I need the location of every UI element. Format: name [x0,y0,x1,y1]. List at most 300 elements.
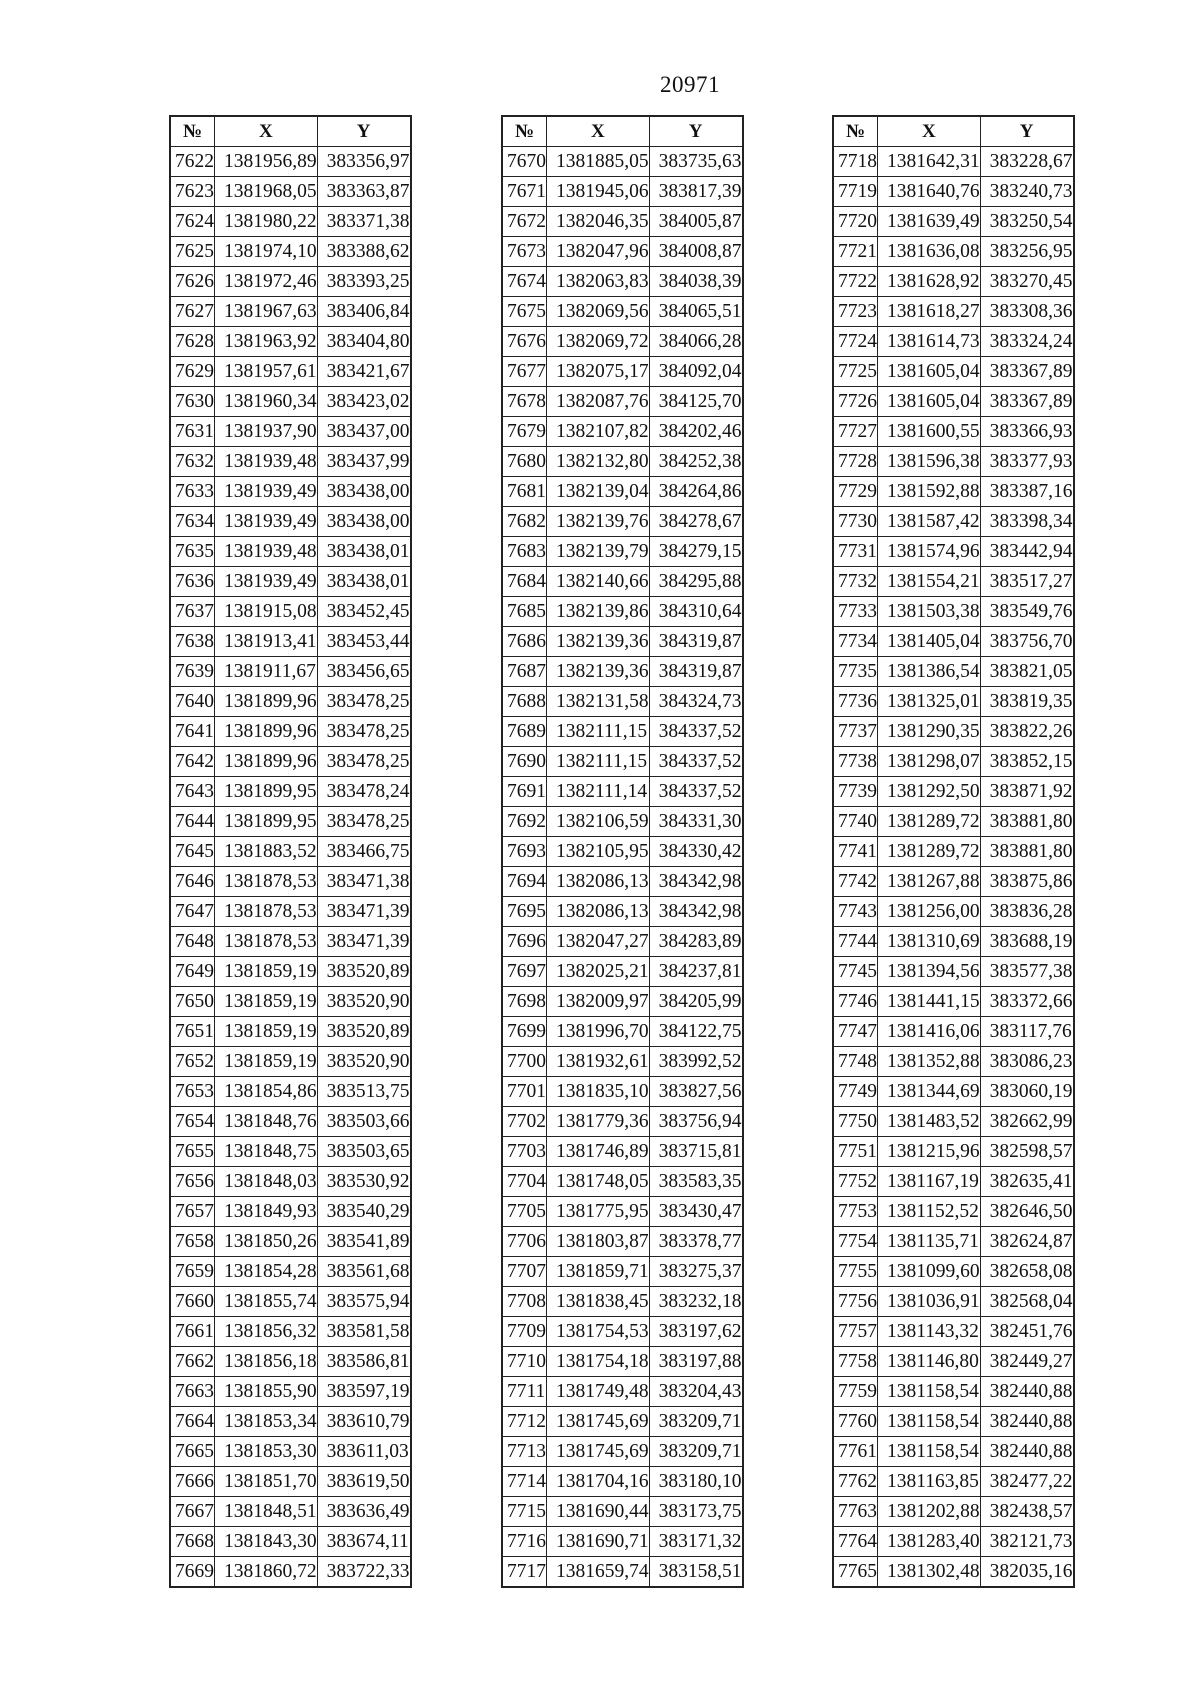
x-coordinate-cell: 1381600,55 [878,417,981,447]
x-coordinate-cell: 1381849,93 [215,1197,318,1227]
x-coordinate-cell: 1381899,96 [215,747,318,777]
y-coordinate-cell: 384092,04 [649,357,742,387]
y-coordinate-cell: 383478,25 [317,717,410,747]
table-row [503,1047,743,1077]
point-number-cell: 7658 [171,1227,215,1257]
x-coordinate-cell: 1382107,82 [547,417,650,447]
table-row [834,1437,1074,1467]
point-number-cell: 7676 [503,327,547,357]
x-coordinate-cell: 1381775,95 [547,1197,650,1227]
y-coordinate-cell: 383371,38 [317,207,410,237]
x-coordinate-cell: 1382075,17 [547,357,650,387]
x-coordinate-cell: 1381639,49 [878,207,981,237]
point-number-cell: 7690 [503,747,547,777]
table-row [503,1227,743,1257]
point-number-cell: 7650 [171,987,215,1017]
table-row [834,357,1074,387]
y-coordinate-cell: 383503,65 [317,1137,410,1167]
table-row [834,387,1074,417]
point-number-cell: 7741 [834,837,878,867]
x-coordinate-cell: 1381202,88 [878,1497,981,1527]
table-row [171,1407,411,1437]
point-number-cell: 7651 [171,1017,215,1047]
x-coordinate-cell: 1381848,51 [215,1497,318,1527]
y-coordinate-cell: 383356,97 [317,147,410,177]
table-row [834,567,1074,597]
y-coordinate-cell: 383158,51 [649,1557,742,1587]
y-coordinate-cell: 383581,58 [317,1317,410,1347]
x-coordinate-cell: 1381618,27 [878,297,981,327]
point-number-cell: 7762 [834,1467,878,1497]
y-coordinate-cell: 382121,73 [980,1527,1073,1557]
point-number-cell: 7722 [834,267,878,297]
x-coordinate-cell: 1381642,31 [878,147,981,177]
x-coordinate-cell: 1381855,74 [215,1287,318,1317]
table-row [503,597,743,627]
point-number-cell: 7712 [503,1407,547,1437]
point-number-cell: 7708 [503,1287,547,1317]
x-coordinate-cell: 1381911,67 [215,657,318,687]
point-number-cell: 7736 [834,687,878,717]
point-number-cell: 7679 [503,417,547,447]
table-row [503,717,743,747]
x-coordinate-cell: 1381855,90 [215,1377,318,1407]
x-coordinate-cell: 1381158,54 [878,1407,981,1437]
point-number-cell: 7643 [171,777,215,807]
table-row [171,657,411,687]
table-row [171,1047,411,1077]
x-coordinate-cell: 1381899,95 [215,807,318,837]
point-number-cell: 7692 [503,807,547,837]
x-coordinate-cell: 1381628,92 [878,267,981,297]
x-coordinate-cell: 1381394,56 [878,957,981,987]
table-row [171,537,411,567]
table-row [503,177,743,207]
x-coordinate-cell: 1381746,89 [547,1137,650,1167]
x-coordinate-cell: 1381913,41 [215,627,318,657]
table-header-row [503,117,743,147]
y-coordinate-cell: 383586,81 [317,1347,410,1377]
x-coordinate-cell: 1381932,61 [547,1047,650,1077]
y-coordinate-cell: 383180,10 [649,1467,742,1497]
point-number-cell: 7744 [834,927,878,957]
x-coordinate-cell: 1381163,85 [878,1467,981,1497]
point-number-cell: 7678 [503,387,547,417]
y-coordinate-cell: 383204,43 [649,1377,742,1407]
y-coordinate-cell: 384331,30 [649,807,742,837]
y-coordinate-cell: 384008,87 [649,237,742,267]
point-number-cell: 7652 [171,1047,215,1077]
table-row [503,537,743,567]
point-number-cell: 7623 [171,177,215,207]
table-row [171,777,411,807]
table-row [171,1137,411,1167]
point-number-cell: 7665 [171,1437,215,1467]
x-coordinate-cell: 1381636,08 [878,237,981,267]
y-coordinate-cell: 383430,47 [649,1197,742,1227]
table-row [503,267,743,297]
table-row [834,1167,1074,1197]
point-number-cell: 7756 [834,1287,878,1317]
x-coordinate-cell: 1381640,76 [878,177,981,207]
x-coordinate-cell: 1381596,38 [878,447,981,477]
table-row [503,927,743,957]
x-coordinate-cell: 1381956,89 [215,147,318,177]
y-coordinate-cell: 384038,39 [649,267,742,297]
y-coordinate-cell: 384319,87 [649,657,742,687]
y-coordinate-cell: 384342,98 [649,867,742,897]
point-number-cell: 7646 [171,867,215,897]
x-coordinate-cell: 1382047,96 [547,237,650,267]
x-coordinate-cell: 1382139,86 [547,597,650,627]
x-coordinate-cell: 1381416,06 [878,1017,981,1047]
y-coordinate-cell: 383421,67 [317,357,410,387]
x-coordinate-cell: 1381853,30 [215,1437,318,1467]
y-coordinate-cell: 384324,73 [649,687,742,717]
point-number-cell: 7755 [834,1257,878,1287]
table-row [171,987,411,1017]
point-number-cell: 7667 [171,1497,215,1527]
point-number-cell: 7751 [834,1137,878,1167]
table-row [834,507,1074,537]
point-number-cell: 7706 [503,1227,547,1257]
x-coordinate-cell: 1381878,53 [215,897,318,927]
x-coordinate-cell: 1381853,34 [215,1407,318,1437]
point-number-cell: 7681 [503,477,547,507]
table-row [834,987,1074,1017]
point-number-cell: 7704 [503,1167,547,1197]
header-y: Y [649,117,742,147]
point-number-cell: 7711 [503,1377,547,1407]
table-row [503,1437,743,1467]
y-coordinate-cell: 383520,89 [317,1017,410,1047]
table-row [171,147,411,177]
point-number-cell: 7662 [171,1347,215,1377]
x-coordinate-cell: 1381878,53 [215,867,318,897]
table-row [503,1407,743,1437]
x-coordinate-cell: 1381614,73 [878,327,981,357]
y-coordinate-cell: 382440,88 [980,1437,1073,1467]
point-number-cell: 7648 [171,927,215,957]
x-coordinate-cell: 1381779,36 [547,1107,650,1137]
x-coordinate-cell: 1381937,90 [215,417,318,447]
point-number-cell: 7747 [834,1017,878,1047]
point-number-cell: 7638 [171,627,215,657]
table-row [503,387,743,417]
x-coordinate-cell: 1381854,86 [215,1077,318,1107]
point-number-cell: 7727 [834,417,878,447]
x-coordinate-cell: 1381386,54 [878,657,981,687]
y-coordinate-cell: 383256,95 [980,237,1073,267]
point-number-cell: 7674 [503,267,547,297]
point-number-cell: 7718 [834,147,878,177]
table-row [834,1497,1074,1527]
point-number-cell: 7655 [171,1137,215,1167]
table-row [171,567,411,597]
x-coordinate-cell: 1381885,05 [547,147,650,177]
x-coordinate-cell: 1381945,06 [547,177,650,207]
table-row [171,927,411,957]
table-row [834,1257,1074,1287]
table-row [171,1197,411,1227]
table-row [834,687,1074,717]
table-row [503,1197,743,1227]
point-number-cell: 7705 [503,1197,547,1227]
x-coordinate-cell: 1381292,50 [878,777,981,807]
y-coordinate-cell: 383398,34 [980,507,1073,537]
point-number-cell: 7721 [834,237,878,267]
table-row [503,1107,743,1137]
x-coordinate-cell: 1381099,60 [878,1257,981,1287]
y-coordinate-cell: 383871,92 [980,777,1073,807]
table-row [503,807,743,837]
y-coordinate-cell: 383471,38 [317,867,410,897]
point-number-cell: 7691 [503,777,547,807]
point-number-cell: 7709 [503,1317,547,1347]
y-coordinate-cell: 383378,77 [649,1227,742,1257]
y-coordinate-cell: 382624,87 [980,1227,1073,1257]
x-coordinate-cell: 1381344,69 [878,1077,981,1107]
y-coordinate-cell: 384005,87 [649,207,742,237]
x-coordinate-cell: 1381143,32 [878,1317,981,1347]
x-coordinate-cell: 1381574,96 [878,537,981,567]
y-coordinate-cell: 383715,81 [649,1137,742,1167]
table-row [834,477,1074,507]
y-coordinate-cell: 383471,39 [317,927,410,957]
x-coordinate-cell: 1381980,22 [215,207,318,237]
y-coordinate-cell: 382662,99 [980,1107,1073,1137]
y-coordinate-cell: 383173,75 [649,1497,742,1527]
table-row [171,1557,411,1587]
y-coordinate-cell: 384252,38 [649,447,742,477]
point-number-cell: 7698 [503,987,547,1017]
table-row [834,657,1074,687]
x-coordinate-cell: 1382047,27 [547,927,650,957]
point-number-cell: 7675 [503,297,547,327]
x-coordinate-cell: 1381283,40 [878,1527,981,1557]
y-coordinate-cell: 383060,19 [980,1077,1073,1107]
table-row [503,417,743,447]
y-coordinate-cell: 383171,32 [649,1527,742,1557]
table-header-row [834,117,1074,147]
table-row [503,1287,743,1317]
x-coordinate-cell: 1382111,14 [547,777,650,807]
table-header-row [171,117,411,147]
y-coordinate-cell: 384264,86 [649,477,742,507]
y-coordinate-cell: 383442,94 [980,537,1073,567]
point-number-cell: 7763 [834,1497,878,1527]
table-row [171,417,411,447]
x-coordinate-cell: 1382139,36 [547,657,650,687]
point-number-cell: 7745 [834,957,878,987]
x-coordinate-cell: 1381899,96 [215,687,318,717]
y-coordinate-cell: 384295,88 [649,567,742,597]
x-coordinate-cell: 1381960,34 [215,387,318,417]
table-row [834,1227,1074,1257]
table-row [503,507,743,537]
x-coordinate-cell: 1381587,42 [878,507,981,537]
y-coordinate-cell: 383437,99 [317,447,410,477]
x-coordinate-cell: 1381854,28 [215,1257,318,1287]
table-row [834,267,1074,297]
x-coordinate-cell: 1381859,19 [215,987,318,1017]
x-coordinate-cell: 1381963,92 [215,327,318,357]
y-coordinate-cell: 383367,89 [980,387,1073,417]
table-row [834,1077,1074,1107]
y-coordinate-cell: 383722,33 [317,1557,410,1587]
y-coordinate-cell: 383821,05 [980,657,1073,687]
table-row [171,1167,411,1197]
table-row [171,1377,411,1407]
x-coordinate-cell: 1381848,75 [215,1137,318,1167]
point-number-cell: 7726 [834,387,878,417]
point-number-cell: 7680 [503,447,547,477]
point-number-cell: 7719 [834,177,878,207]
y-coordinate-cell: 383819,35 [980,687,1073,717]
x-coordinate-cell: 1381352,88 [878,1047,981,1077]
y-coordinate-cell: 383197,88 [649,1347,742,1377]
point-number-cell: 7663 [171,1377,215,1407]
y-coordinate-cell: 383541,89 [317,1227,410,1257]
y-coordinate-cell: 383517,27 [980,567,1073,597]
point-number-cell: 7740 [834,807,878,837]
header-x: X [215,117,318,147]
point-number-cell: 7733 [834,597,878,627]
table-row [503,147,743,177]
point-number-cell: 7677 [503,357,547,387]
point-number-cell: 7668 [171,1527,215,1557]
table-row [834,1197,1074,1227]
header-y: Y [317,117,410,147]
point-number-cell: 7654 [171,1107,215,1137]
table-row [503,627,743,657]
x-coordinate-cell: 1381036,91 [878,1287,981,1317]
point-number-cell: 7695 [503,897,547,927]
point-number-cell: 7664 [171,1407,215,1437]
point-number-cell: 7723 [834,297,878,327]
x-coordinate-cell: 1381135,71 [878,1227,981,1257]
point-number-cell: 7682 [503,507,547,537]
y-coordinate-cell: 382658,08 [980,1257,1073,1287]
y-coordinate-cell: 384283,89 [649,927,742,957]
table-row [171,207,411,237]
table-row [171,507,411,537]
y-coordinate-cell: 384319,87 [649,627,742,657]
table-row [171,1437,411,1467]
x-coordinate-cell: 1381878,53 [215,927,318,957]
y-coordinate-cell: 383583,35 [649,1167,742,1197]
y-coordinate-cell: 382477,22 [980,1467,1073,1497]
point-number-cell: 7759 [834,1377,878,1407]
point-number-cell: 7628 [171,327,215,357]
y-coordinate-cell: 383466,75 [317,837,410,867]
y-coordinate-cell: 383520,90 [317,1047,410,1077]
y-coordinate-cell: 383597,19 [317,1377,410,1407]
x-coordinate-cell: 1381704,16 [547,1467,650,1497]
y-coordinate-cell: 383270,45 [980,267,1073,297]
y-coordinate-cell: 383308,36 [980,297,1073,327]
x-coordinate-cell: 1381856,18 [215,1347,318,1377]
point-number-cell: 7710 [503,1347,547,1377]
point-number-cell: 7746 [834,987,878,1017]
point-number-cell: 7757 [834,1317,878,1347]
table-row [503,567,743,597]
point-number-cell: 7725 [834,357,878,387]
x-coordinate-cell: 1381441,15 [878,987,981,1017]
y-coordinate-cell: 383852,15 [980,747,1073,777]
x-coordinate-cell: 1381605,04 [878,387,981,417]
header-number: № [503,117,547,147]
x-coordinate-cell: 1382086,13 [547,897,650,927]
y-coordinate-cell: 382635,41 [980,1167,1073,1197]
point-number-cell: 7707 [503,1257,547,1287]
y-coordinate-cell: 383363,87 [317,177,410,207]
table-row [834,807,1074,837]
table-row [171,597,411,627]
x-coordinate-cell: 1381302,48 [878,1557,981,1587]
table-row [503,1077,743,1107]
point-number-cell: 7688 [503,687,547,717]
table-row [503,897,743,927]
table-row [171,177,411,207]
y-coordinate-cell: 383575,94 [317,1287,410,1317]
point-number-cell: 7697 [503,957,547,987]
y-coordinate-cell: 383836,28 [980,897,1073,927]
x-coordinate-cell: 1381690,44 [547,1497,650,1527]
x-coordinate-cell: 1381838,45 [547,1287,650,1317]
x-coordinate-cell: 1382087,76 [547,387,650,417]
x-coordinate-cell: 1381968,05 [215,177,318,207]
y-coordinate-cell: 383610,79 [317,1407,410,1437]
point-number-cell: 7754 [834,1227,878,1257]
y-coordinate-cell: 383438,01 [317,567,410,597]
table-row [834,747,1074,777]
point-number-cell: 7644 [171,807,215,837]
point-number-cell: 7656 [171,1167,215,1197]
point-number-cell: 7729 [834,477,878,507]
point-number-cell: 7749 [834,1077,878,1107]
table-row [834,1017,1074,1047]
x-coordinate-cell: 1381325,01 [878,687,981,717]
table-row [171,1287,411,1317]
point-number-cell: 7696 [503,927,547,957]
y-coordinate-cell: 382451,76 [980,1317,1073,1347]
y-coordinate-cell: 383393,25 [317,267,410,297]
x-coordinate-cell: 1381974,10 [215,237,318,267]
y-coordinate-cell: 383611,03 [317,1437,410,1467]
table-row [834,627,1074,657]
point-number-cell: 7672 [503,207,547,237]
y-coordinate-cell: 383388,62 [317,237,410,267]
y-coordinate-cell: 384125,70 [649,387,742,417]
table-row [171,297,411,327]
table-row [834,537,1074,567]
y-coordinate-cell: 382449,27 [980,1347,1073,1377]
table-row [834,717,1074,747]
point-number-cell: 7630 [171,387,215,417]
point-number-cell: 7734 [834,627,878,657]
point-number-cell: 7750 [834,1107,878,1137]
table-row [834,1557,1074,1587]
y-coordinate-cell: 382568,04 [980,1287,1073,1317]
x-coordinate-cell: 1381939,49 [215,567,318,597]
point-number-cell: 7626 [171,267,215,297]
table-row [834,237,1074,267]
table-row [503,1167,743,1197]
table-row [171,477,411,507]
point-number-cell: 7670 [503,147,547,177]
y-coordinate-cell: 384337,52 [649,777,742,807]
